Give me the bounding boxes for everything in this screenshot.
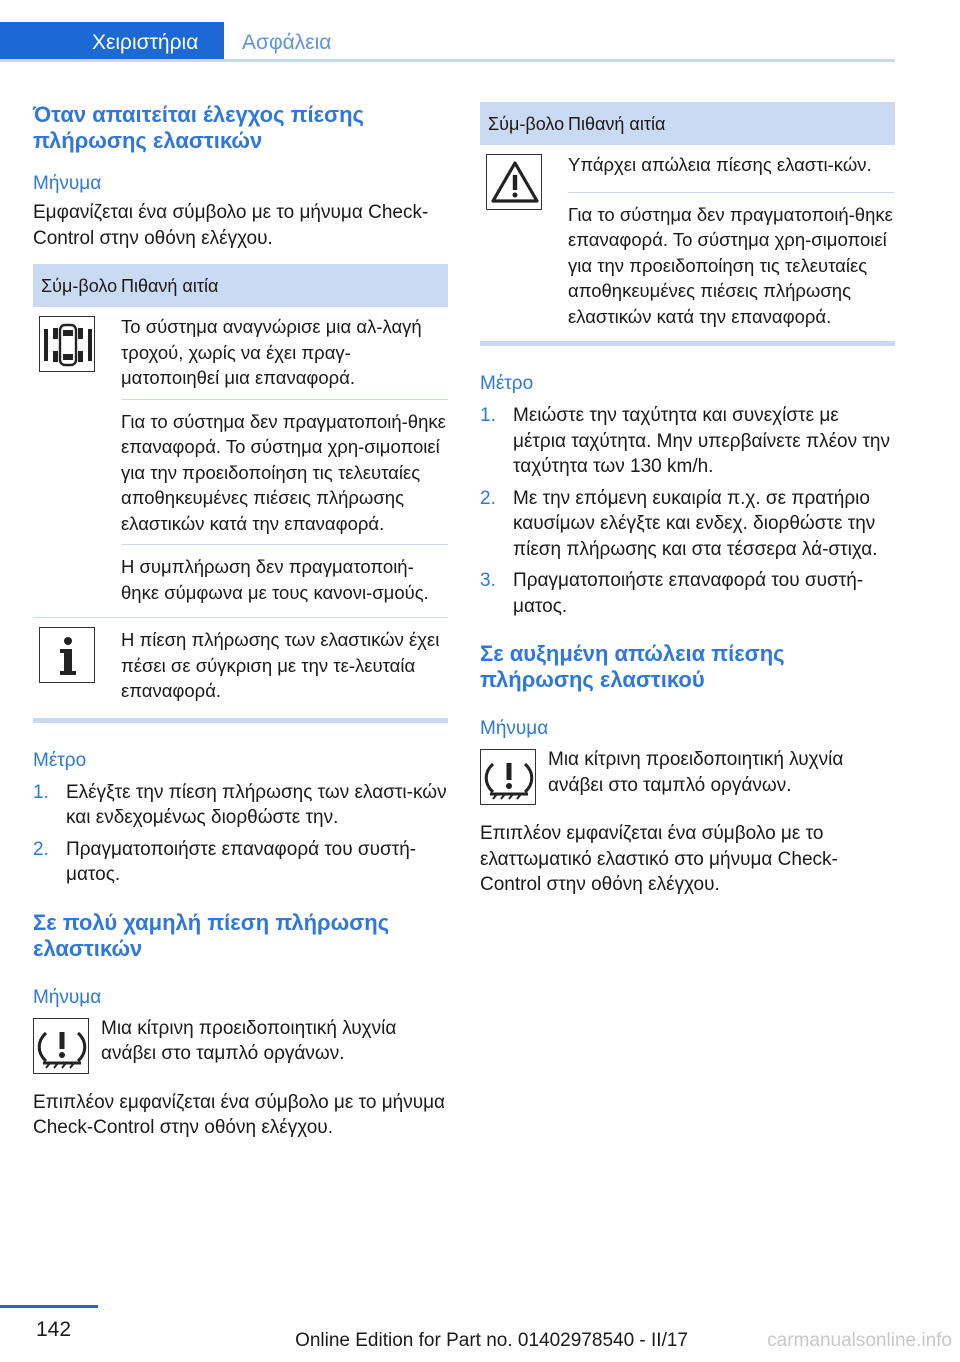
- measures-label: Μέτρο: [480, 373, 534, 394]
- tire-pressure-car-icon: [39, 316, 95, 372]
- list-item: [33, 780, 448, 831]
- measures-list: [480, 403, 895, 619]
- left-column: [33, 102, 448, 1141]
- cause-text: Για το σύστημα δεν πραγματοποιή-θηκε επαναφορά. Το σύστημα χρη-σιμοποιεί για την προειδοποίηση τις τελευταίες αποθηκευμένες πιέσεις πλήρωσης ελαστικών κατά την επαναφορά.: [568, 192, 895, 341]
- column-header-cause: Πιθανή αιτία: [121, 264, 448, 307]
- header-tabs: [0, 22, 895, 62]
- cause-text: Το σύστημα αναγνώρισε μια αλ-λαγή τροχού, χωρίς να έχει πραγ-ματοποιηθεί μια επαναφορά.: [121, 316, 422, 388]
- step-number: 3.: [480, 570, 496, 591]
- table-row: [480, 145, 895, 192]
- cause-text: Η πίεση πλήρωσης των ελαστικών έχει πέσει σε σύγκριση με την τε-λευταία επαναφορά.: [121, 618, 448, 718]
- tire-pressure-warning-lamp-icon: [33, 1018, 89, 1074]
- table-end-rule: [33, 718, 448, 723]
- right-column: [480, 102, 895, 898]
- warning-triangle-icon: [486, 154, 542, 210]
- warning-lamp-row: [480, 747, 895, 803]
- edition-text: Online Edition for Part no. 01402978540 - II/17: [295, 1330, 688, 1351]
- step-number: 1.: [480, 405, 496, 426]
- info-icon: [39, 627, 95, 683]
- symbol-table: [33, 264, 448, 718]
- table-header-row: [480, 102, 895, 145]
- column-header-symbol: Σύμ-βολο: [33, 264, 121, 307]
- page-number: 142: [36, 1318, 72, 1341]
- message-label: Μήνυμα: [33, 986, 102, 1008]
- step-text: Ελέγξτε την πίεση πλήρωσης των ελαστι-κών και ενδεχομένως διορθώστε την.: [66, 781, 447, 828]
- tire-pressure-warning-lamp-icon: [480, 749, 536, 805]
- column-header-symbol: Σύμ-βολο: [480, 102, 568, 145]
- tab-safety[interactable]: Ασφάλεια: [242, 31, 332, 54]
- header-rule: [0, 59, 895, 62]
- lamp-text: Μια κίτρινη προειδοποιητική λυχνία ανάβει στο ταμπλό οργάνων.: [548, 749, 844, 796]
- table-row: [33, 307, 448, 399]
- tab-controls[interactable]: Χειριστήρια: [0, 22, 224, 62]
- step-number: 1.: [33, 781, 49, 803]
- step-number: 2.: [480, 487, 496, 509]
- footer-rule: [0, 1305, 98, 1308]
- list-item: [480, 403, 895, 480]
- measures-label: Μέτρο: [33, 749, 87, 771]
- list-item: [480, 568, 895, 619]
- step-text: Με την επόμενη ευκαιρία π.χ. σε πρατήριο καυσίμων ελέγξτε και ενδεχ. διορθώστε την πίεση πλήρωσης και στα τέσσερα λά-στιχα.: [513, 487, 878, 560]
- step-text: Πραγματοποιήστε επαναφορά του συστή-ματος.: [513, 570, 864, 617]
- symbol-table: [480, 102, 895, 341]
- list-item: [33, 837, 448, 888]
- cause-text: Υπάρχει απώλεια πίεσης ελαστι-κών.: [568, 154, 872, 175]
- section-heading-increased-loss: Σε αυξημένη απώλεια πίεσης πλήρωσης ελαστικού: [480, 641, 785, 692]
- table-row: [33, 618, 448, 718]
- step-text: Μειώστε την ταχύτητα και συνεχίστε με μέτρια ταχύτητα. Μην υπερβαίνετε πλέον την ταχύτητα των 130 km/h.: [513, 405, 890, 477]
- warning-lamp-row: [33, 1016, 448, 1072]
- section-heading-check-pressure: Όταν απαιτείται έλεγχος πίεσης πλήρωσης ελαστικών: [33, 102, 364, 153]
- list-item: [480, 486, 895, 563]
- step-number: 2.: [33, 838, 49, 860]
- cause-text: Για το σύστημα δεν πραγματοποιή-θηκε επαναφορά. Το σύστημα χρη-σιμοποιεί για την προειδοποίηση τις τελευταίες αποθηκευμένες πιέσεις πλήρωσης ελαστικών κατά την επαναφορά.: [121, 399, 448, 545]
- message-label: Μήνυμα: [33, 173, 102, 194]
- watermark: carmanualsonline.info: [767, 1330, 952, 1351]
- cause-text: Η συμπλήρωση δεν πραγματοποιή-θηκε σύμφωνα με τους κανονι-σμούς.: [121, 545, 448, 618]
- table-end-rule: [480, 341, 895, 346]
- intro-text: Εμφανίζεται ένα σύμβολο με το μήνυμα Check-Control στην οθόνη ελέγχου.: [33, 202, 429, 249]
- step-text: Πραγματοποιήστε επαναφορά του συστή-ματος.: [66, 838, 417, 885]
- measures-list: [33, 780, 448, 888]
- table-header-row: [33, 264, 448, 307]
- message-label: Μήνυμα: [480, 718, 549, 739]
- section-heading-very-low-pressure: Σε πολύ χαμηλή πίεση πλήρωσης ελαστικών: [33, 909, 390, 961]
- extra-text: Επιπλέον εμφανίζεται ένα σύμβολο με το ελαττωματικό ελαστικό στο μήνυμα Check-Control στην οθόνη ελέγχου.: [480, 823, 838, 895]
- extra-text: Επιπλέον εμφανίζεται ένα σύμβολο με το μήνυμα Check-Control στην οθόνη ελέγχου.: [33, 1091, 446, 1138]
- column-header-cause: Πιθανή αιτία: [568, 102, 895, 145]
- lamp-text: Μια κίτρινη προειδοποιητική λυχνία ανάβει στο ταμπλό οργάνων.: [101, 1017, 397, 1064]
